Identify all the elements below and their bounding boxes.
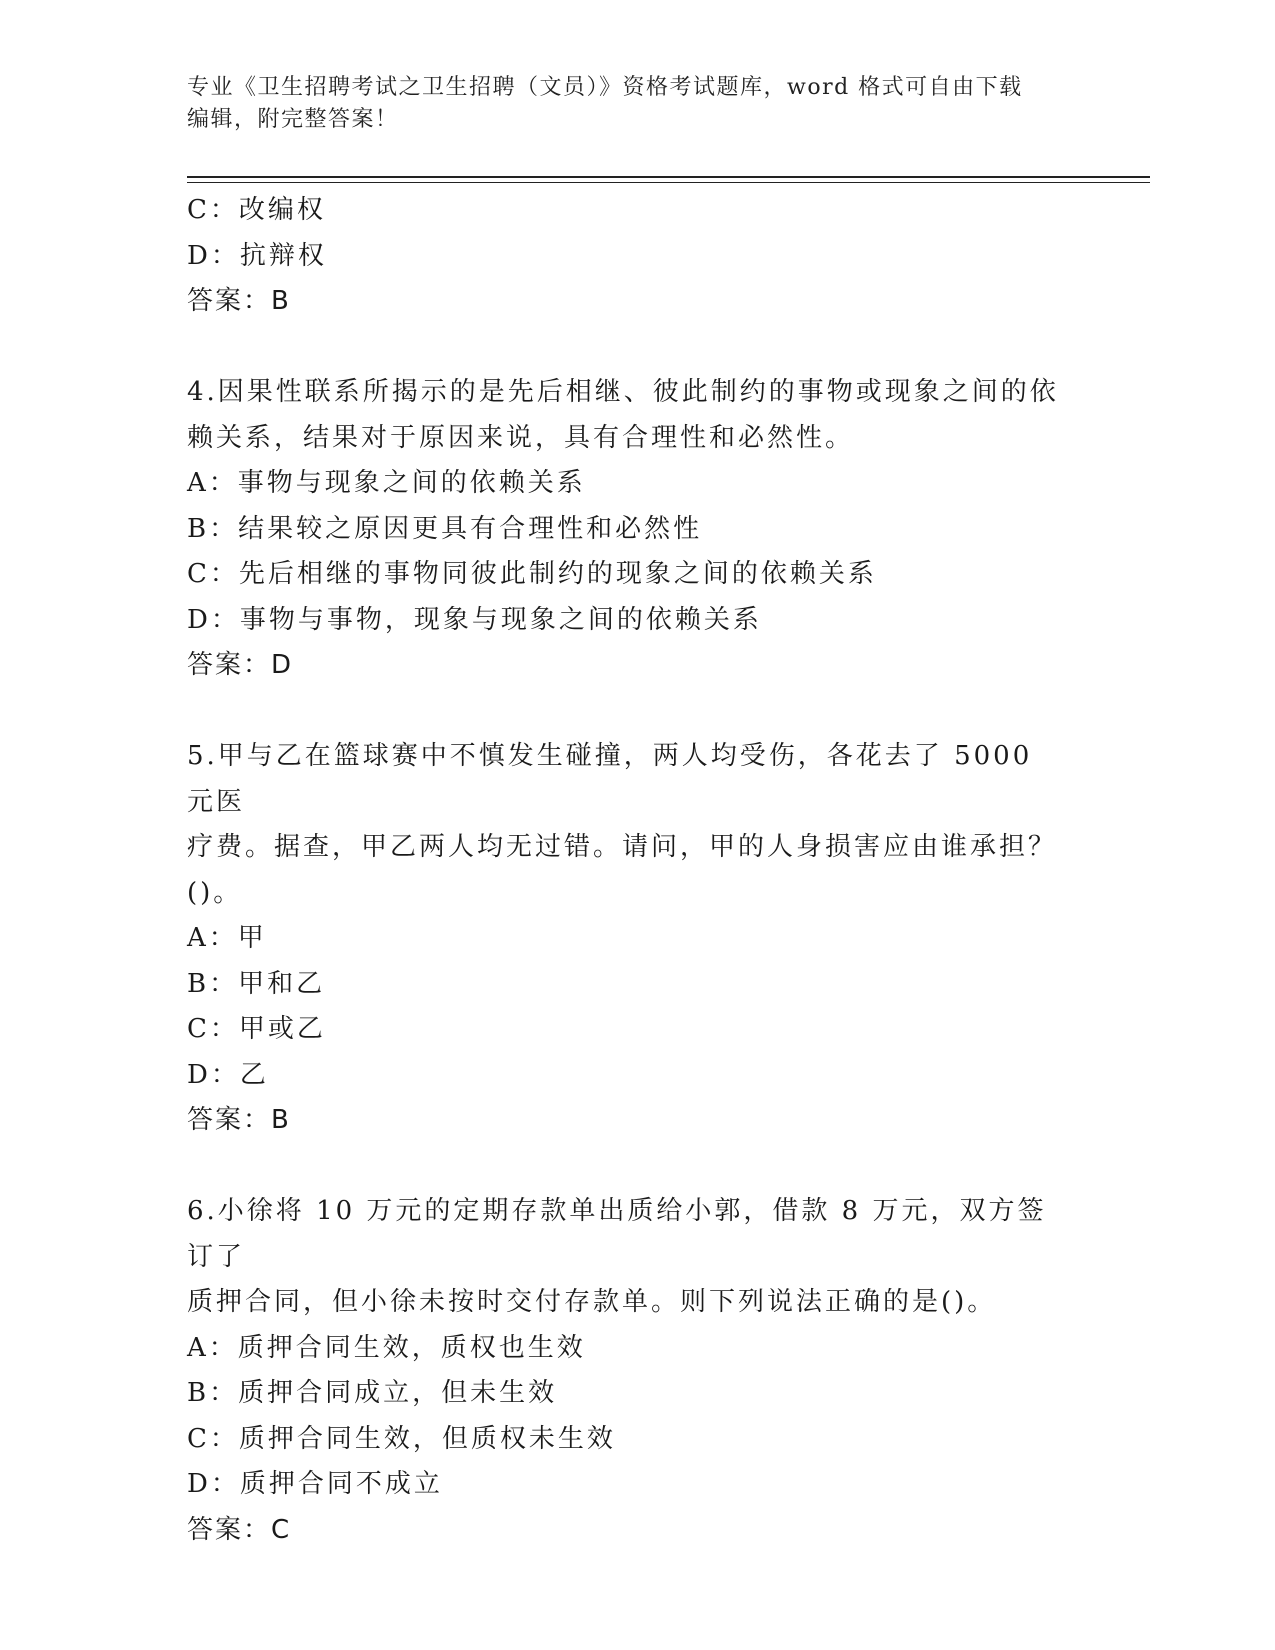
option-b: B：甲和乙 (187, 968, 326, 999)
header-line-2: 编辑，附完整答案！ (187, 107, 399, 132)
spacer (187, 689, 1087, 735)
question-stem-line: 疗费。据查，甲乙两人均无过错。请问，甲的人身损害应由谁承担？ (187, 832, 1058, 862)
header-rule-thin (187, 182, 1150, 183)
question-stem-line: 6.小徐将 10 万元的定期存款单出质给小郭，借款 8 万元，双方签订了 (187, 1196, 1047, 1272)
answer: 答案：B (187, 286, 291, 316)
question-stem-line: ()。 (187, 877, 243, 908)
header-line-1: 专业《卫生招聘考试之卫生招聘（文员）》资格考试题库，word 格式可自由下载 (187, 75, 1023, 100)
option-a: A：甲 (187, 923, 267, 953)
option-b: B：结果较之原因更具有合理性和必然性 (187, 513, 703, 544)
answer: 答案：C (187, 1514, 292, 1545)
document-header (187, 72, 1067, 136)
spacer (187, 1144, 1087, 1190)
option-c: C：改编权 (187, 195, 326, 225)
option-c: C：先后相继的事物同彼此制约的现象之间的依赖关系 (187, 559, 877, 589)
option-a: A：质押合同生效，质权也生效 (187, 1332, 586, 1363)
option-d: D：乙 (187, 1059, 269, 1090)
spacer (187, 325, 1087, 371)
answer: 答案：D (187, 650, 294, 680)
question-5 (187, 734, 1087, 1144)
question-stem-line: 质押合同，但小徐未按时交付存款单。则下列说法正确的是()。 (187, 1287, 997, 1317)
question-stem-line: 4.因果性联系所揭示的是先后相继、彼此制约的事物或现象之间的依 (187, 377, 1059, 407)
option-d: D：质押合同不成立 (187, 1469, 443, 1499)
question-4 (187, 370, 1087, 689)
option-c: C：质押合同生效，但质权未生效 (187, 1423, 616, 1454)
option-b: B：质押合同成立，但未生效 (187, 1378, 558, 1408)
option-d: D：事物与事物，现象与现象之间的依赖关系 (187, 604, 762, 635)
question-list (187, 188, 1087, 1553)
option-a: A：事物与现象之间的依赖关系 (187, 468, 586, 498)
question-stem-line: 赖关系，结果对于原因来说，具有合理性和必然性。 (187, 422, 855, 453)
option-c: C：甲或乙 (187, 1014, 326, 1044)
question-stem-line: 5.甲与乙在篮球赛中不慎发生碰撞，两人均受伤，各花去了 5000 元医 (187, 741, 1033, 817)
question-3 (187, 188, 1087, 325)
question-6 (187, 1189, 1087, 1553)
option-d: D：抗辩权 (187, 240, 327, 271)
answer: 答案：B (187, 1105, 291, 1135)
header-rule-thick (187, 176, 1150, 178)
